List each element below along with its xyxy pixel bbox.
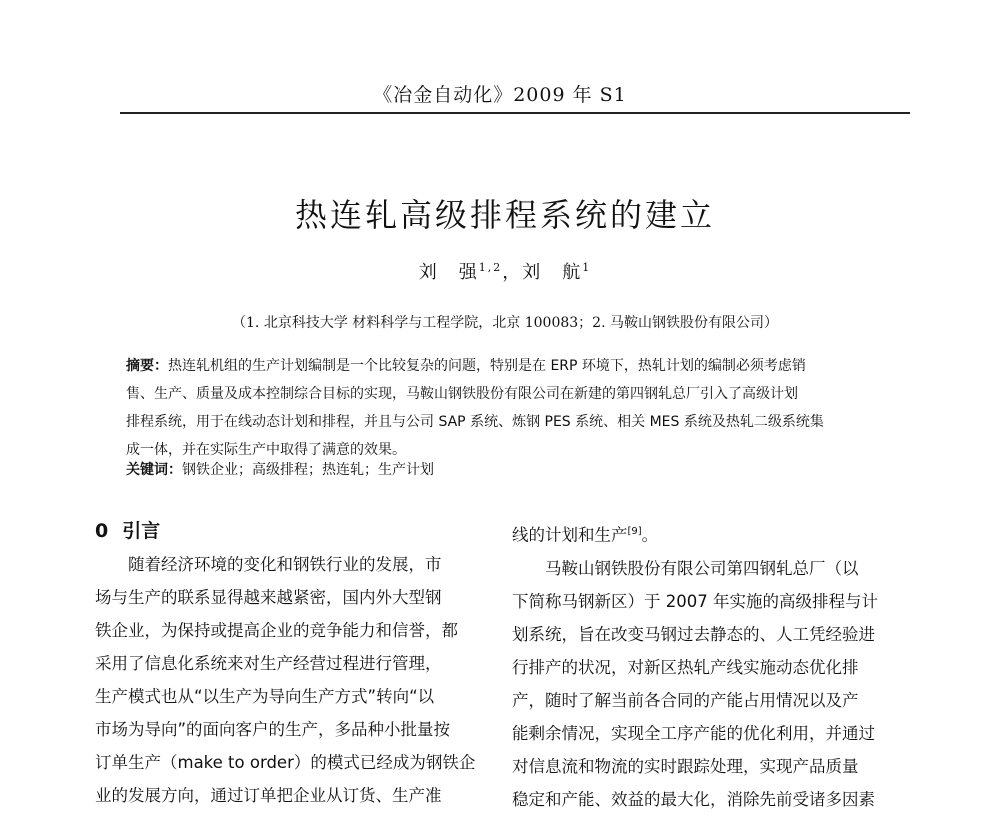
abstract-line: 排程系统，用于在线动态计划和排程，并且与公司 SAP 系统、炼钢 PES 系统、相关 MES 系统及热轧二级系统集	[126, 414, 824, 430]
authors	[120, 258, 890, 284]
body-line: 下简称马钢新区）于 2007 年实施的高级排程与计	[512, 591, 878, 611]
body-line: 稳定和产能、效益的最大化，消除先前受诸多因素	[512, 789, 875, 809]
body-line: 随着经济环境的变化和钢铁行业的发展，市	[128, 555, 442, 574]
abstract-text: 热连轧机组的生产计划编制是一个比较复杂的问题，特别是在 ERP 环境下，热轧计划的编制必须考虑销	[168, 358, 806, 374]
affiliation: （1. 北京科技大学 材料科学与工程学院，北京 100083；2. 马鞍山钢铁股份有限公司）	[232, 315, 778, 331]
section-title: 引言	[122, 520, 161, 542]
body-line: 铁企业，为保持或提高企业的竞争能力和信誉，都	[95, 621, 458, 640]
abstract-line: 成一体，并在实际生产中取得了满意的效果。	[126, 442, 406, 458]
abstract	[126, 352, 880, 464]
paper-title: 热连轧高级排程系统的建立	[294, 196, 715, 234]
author-2: 刘 航	[522, 262, 583, 283]
author-1: 刘 强	[418, 262, 479, 283]
section-heading	[95, 515, 480, 548]
body-line: 市场为导向”的面向客户的生产，多品种小批量按	[95, 720, 451, 739]
body-line: 生产模式也从“以生产为导向生产方式”转向“以	[95, 687, 435, 706]
body-line: 划系统，旨在改变马钢过去静态的、人工凭经验进	[512, 624, 875, 644]
body-line: 订单生产（make to order）的模式已经成为钢铁企	[95, 753, 476, 772]
author-1-affiliation: 1,2	[478, 261, 503, 274]
keywords-text: 钢铁企业；高级排程；热连轧；生产计划	[182, 462, 434, 478]
body-text-end: 。	[641, 525, 659, 545]
citation-ref: [9]	[627, 526, 642, 537]
body-line-first	[512, 515, 897, 552]
body-line: 产，随时了解当前各合同的产能占用情况以及产	[512, 690, 859, 710]
abstract-line	[126, 352, 880, 380]
body-text: 线的计划和生产	[512, 525, 628, 545]
body-line: 行排产的状况，对新区热轧产线实施动态优化排	[512, 657, 859, 677]
body-line: 场与生产的联系显得越来越紧密，国内外大型钢	[95, 588, 442, 607]
left-column	[95, 515, 480, 812]
keywords	[126, 456, 880, 484]
header-rule	[120, 112, 910, 114]
body-line: 业的发展方向，通过订单把企业从订货、生产准	[95, 786, 442, 805]
abstract-label: 摘要：	[126, 358, 168, 374]
author-2-affiliation: 1	[582, 261, 592, 274]
keywords-label: 关键词：	[126, 462, 182, 478]
right-column	[512, 515, 897, 816]
body-line: 对信息流和物流的实时跟踪处理，实现产品质量	[512, 756, 859, 776]
section-number: 0	[95, 520, 109, 542]
author-separator: ，	[502, 262, 523, 283]
journal-header: 《冶金自动化》2009 年 S1	[373, 84, 627, 106]
abstract-line: 售、生产、质量及成本控制综合目标的实现，马鞍山钢铁股份有限公司在新建的第四钢轧总厂引入了高级计划	[126, 386, 798, 402]
body-line: 采用了信息化系统来对生产经营过程进行管理，	[95, 654, 442, 673]
body-line: 马鞍山钢铁股份有限公司第四钢轧总厂（以	[545, 558, 859, 578]
body-line: 能剩余情况，实现全工序产能的优化利用，并通过	[512, 723, 875, 743]
